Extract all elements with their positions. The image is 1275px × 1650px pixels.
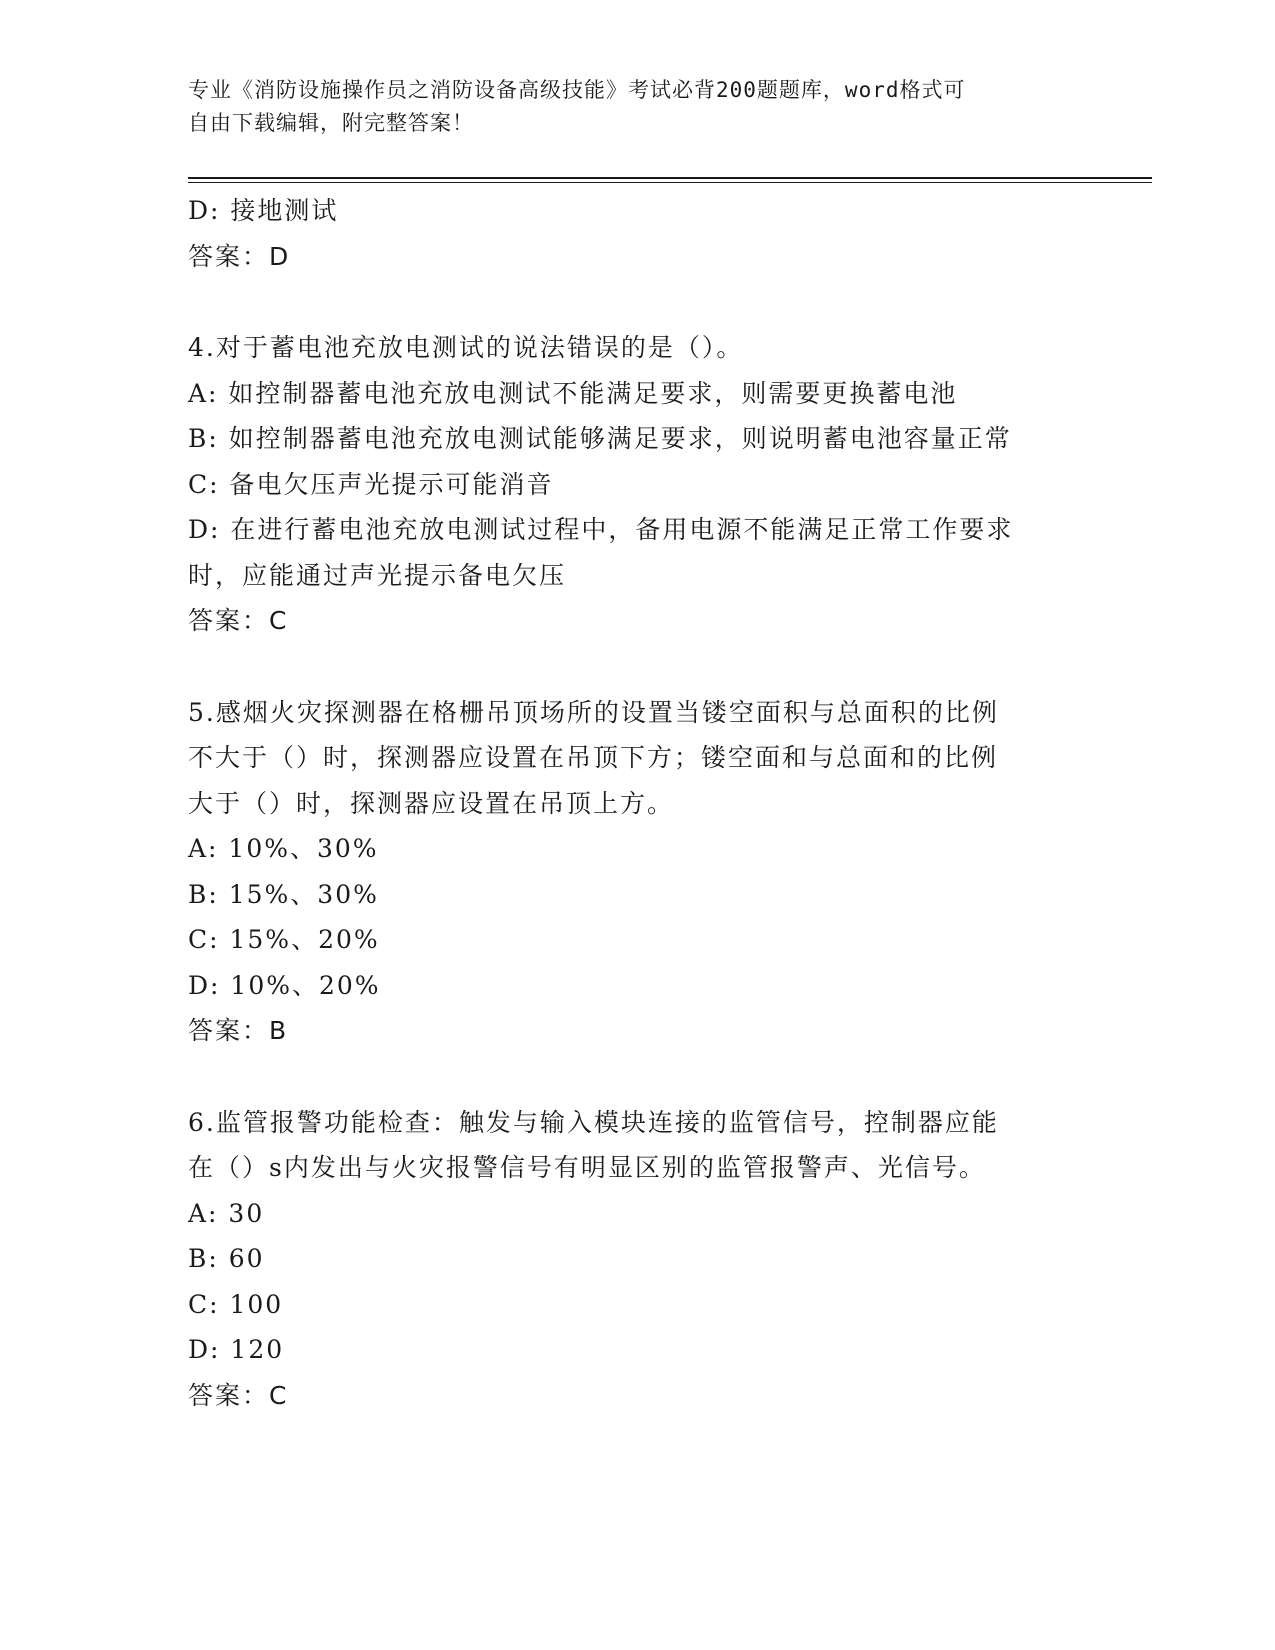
question-content [188, 188, 1088, 1418]
question-stem-line-2: 不大于（）时，探测器应设置在吊顶下方；镂空面和与总面和的比例 [188, 743, 999, 772]
spacer [188, 1054, 1088, 1100]
header-line-1: 专业《消防设施操作员之消防设备高级技能》考试必背200题题库，word格式可 [188, 78, 966, 102]
option-c: C: 15%、20% [188, 925, 380, 954]
question-stem: 4.对于蓄电池充放电测试的说法错误的是（）。 [188, 333, 744, 362]
question-5 [188, 690, 1088, 1054]
option-a: A: 30 [188, 1198, 265, 1228]
question-stem-line-3: 大于（）时，探测器应设置在吊顶上方。 [188, 788, 675, 818]
option-d: D: 接地测试 [188, 196, 339, 225]
option-d: D: 在进行蓄电池充放电测试过程中，备用电源不能满足正常工作要求 [188, 515, 1014, 544]
question-4 [188, 325, 1088, 644]
answer-line: 答案：D [188, 241, 291, 271]
answer-line: 答案：C [188, 606, 289, 635]
previous-question-tail [188, 188, 1088, 279]
option-a: A: 如控制器蓄电池充放电测试不能满足要求，则需要更换蓄电池 [188, 378, 958, 408]
question-stem-line-2: 在（）s内发出与火灾报警信号有明显区别的监管报警声、光信号。 [188, 1153, 986, 1182]
question-stem-line-1: 6.监管报警功能检查：触发与输入模块连接的监管信号，控制器应能 [188, 1107, 999, 1137]
question-6 [188, 1100, 1088, 1419]
header-rule-thin [188, 182, 1152, 183]
header-line-2: 自由下载编辑，附完整答案！ [188, 111, 474, 135]
option-b: B: 如控制器蓄电池充放电测试能够满足要求，则说明蓄电池容量正常 [188, 424, 1012, 453]
option-c: C: 100 [188, 1289, 284, 1319]
option-d: D: 120 [188, 1335, 285, 1364]
option-d-continued: 时，应能通过声光提示备电欠压 [188, 560, 567, 590]
question-stem-line-1: 5.感烟火灾探测器在格栅吊顶场所的设置当镂空面积与总面积的比例 [188, 697, 999, 727]
answer-line: 答案：C [188, 1380, 289, 1410]
option-b: B: 15%、30% [188, 879, 379, 909]
option-d: D: 10%、20% [188, 970, 381, 1000]
answer-line: 答案：B [188, 1016, 289, 1045]
option-b: B: 60 [188, 1244, 265, 1273]
option-c: C: 备电欠压声光提示可能消音 [188, 469, 554, 499]
spacer [188, 644, 1088, 690]
spacer [188, 279, 1088, 325]
page-header [188, 74, 1068, 140]
header-rule-thick [188, 177, 1152, 179]
option-a: A: 10%、30% [188, 834, 379, 863]
